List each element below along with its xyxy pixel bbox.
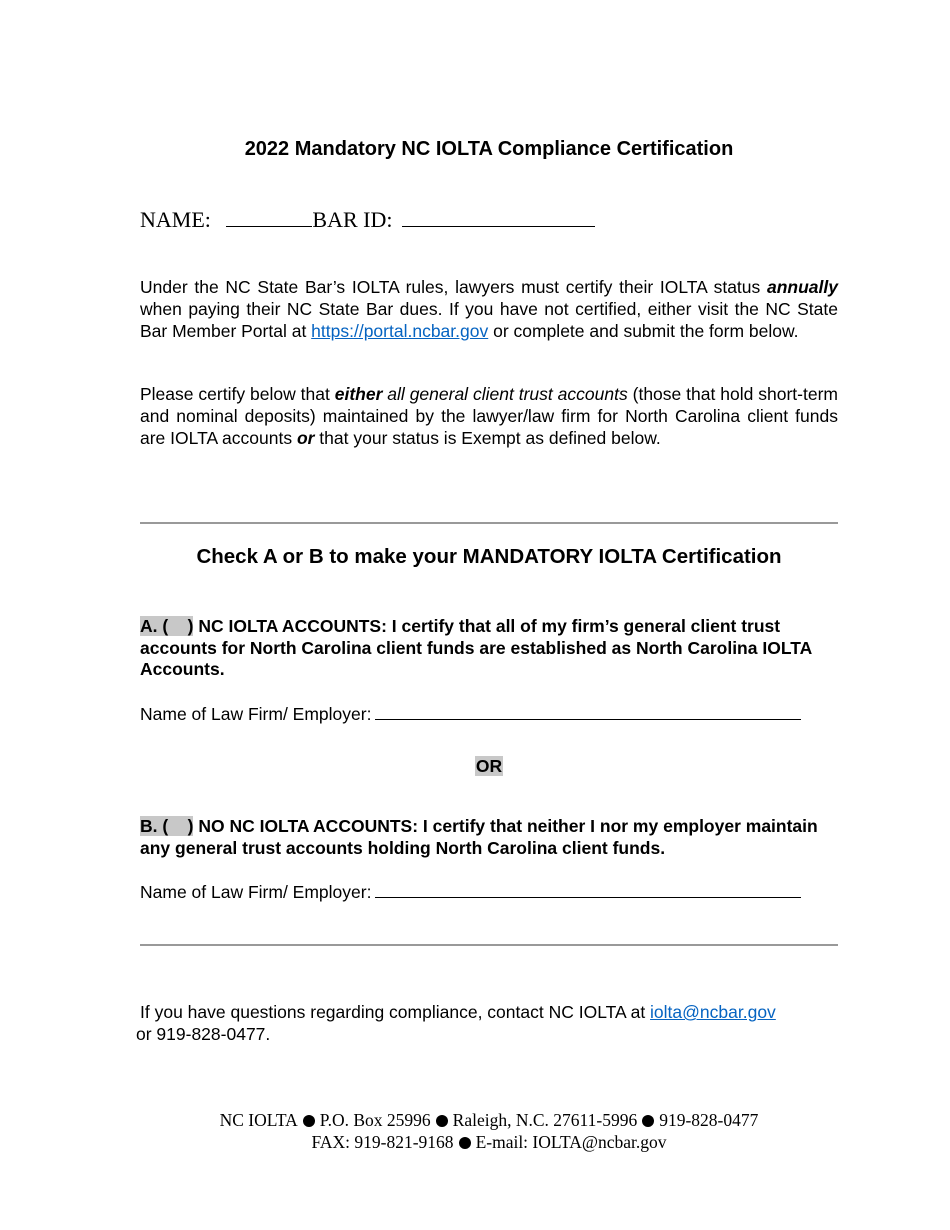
or-emphasis: or	[296, 428, 315, 448]
footer-email: E-mail: IOLTA@ncbar.gov	[475, 1132, 667, 1152]
portal-link[interactable]: https://portal.ncbar.gov	[311, 321, 489, 341]
option-a-employer-row	[140, 701, 838, 725]
identity-line	[140, 206, 838, 234]
footer-po-box: P.O. Box 25996	[319, 1110, 431, 1130]
option-a-employer-field[interactable]	[375, 701, 801, 720]
intro-paragraph-2: Please certify below that either all general client trust accounts (those that hold short-term and nominal deposits) maintained by the lawyer/law firm for North Carolina client funds are IOLTA accounts or that your status is Exempt as defined below.	[140, 384, 838, 448]
or-label: OR	[475, 756, 503, 776]
page-title: 2022 Mandatory NC IOLTA Compliance Certification	[244, 138, 734, 160]
section-divider-bottom	[140, 944, 838, 946]
intro-paragraph-1: Under the NC State Bar’s IOLTA rules, lawyers must certify their IOLTA status annually when paying their NC State Bar dues. If you have not certified, either visit the NC State Bar Member Portal at https://portal.ncbar.gov or complete and submit the form below.	[140, 277, 838, 341]
option-a-employer-label: Name of Law Firm/ Employer:	[140, 704, 372, 724]
footer-address-line	[140, 1109, 838, 1131]
bullet-icon	[459, 1137, 471, 1149]
option-b-checkbox[interactable]: B. ( )	[140, 816, 194, 836]
bar-id-label: BAR ID:	[312, 207, 393, 232]
option-b-employer-label: Name of Law Firm/ Employer:	[140, 882, 372, 902]
footer-phone: 919-828-0477	[659, 1110, 759, 1130]
option-b-employer-row	[140, 879, 838, 903]
bar-id-field[interactable]	[402, 206, 595, 227]
footer-contact-line	[140, 1131, 838, 1153]
footer-fax: FAX: 919-821-9168	[311, 1132, 454, 1152]
bullet-icon	[436, 1115, 448, 1127]
contact-paragraph: If you have questions regarding compliance, contact NC IOLTA at iolta@ncbar.gov or 919-828-0477.	[136, 1002, 776, 1044]
name-label: NAME:	[140, 207, 211, 232]
bullet-icon	[642, 1115, 654, 1127]
option-b-text: NO NC IOLTA ACCOUNTS: I certify that neither I nor my employer maintain any general trust accounts holding North Carolina client funds.	[140, 816, 818, 858]
annually-emphasis: annually	[767, 277, 838, 297]
option-b	[140, 816, 838, 859]
footer-org: NC IOLTA	[219, 1110, 298, 1130]
option-b-employer-field[interactable]	[375, 879, 801, 898]
name-field[interactable]	[226, 206, 312, 227]
or-divider	[140, 755, 838, 777]
option-a-text: NC IOLTA ACCOUNTS: I certify that all of my firm’s general client trust accounts for North Carolina client funds are established as North Carolina IOLTA Accounts.	[140, 616, 812, 679]
iolta-email-link[interactable]: iolta@ncbar.gov	[650, 1002, 776, 1022]
section-divider-top	[140, 522, 838, 524]
section-heading: Check A or B to make your MANDATORY IOLTA Certification	[196, 545, 782, 568]
accounts-emphasis: all general client trust accounts	[382, 384, 628, 404]
option-a	[140, 616, 838, 681]
bullet-icon	[303, 1115, 315, 1127]
option-a-checkbox[interactable]: A. ( )	[140, 616, 194, 636]
footer-city: Raleigh, N.C. 27611-5996	[452, 1110, 638, 1130]
either-emphasis: either	[334, 384, 383, 404]
